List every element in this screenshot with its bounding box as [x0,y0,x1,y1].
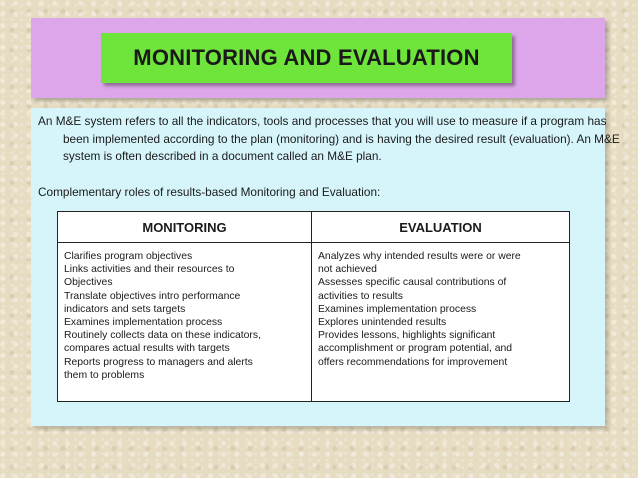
monitoring-line: Links activities and their resources to [64,264,235,276]
evaluation-line: offers recommendations for improvement [318,356,508,368]
header-evaluation: EVALUATION [312,212,570,243]
evaluation-line: Provides lessons, highlights significant [318,330,496,342]
evaluation-line: activities to results [318,290,403,302]
header-monitoring: MONITORING [58,212,312,243]
page-title: MONITORING AND EVALUATION [133,45,480,70]
monitoring-cell [58,243,312,402]
evaluation-line: not achieved [318,264,377,276]
monitoring-line: indicators and sets targets [64,303,186,315]
monitoring-line: Examines implementation process [64,317,223,329]
table-header-row [58,212,570,243]
table-row [58,243,570,402]
evaluation-line: Analyzes why intended results were or were [318,251,521,262]
roles-heading: Complementary roles of results-based Monitoring and Evaluation: [38,185,381,199]
monitoring-line: Routinely collects data on these indicators, [64,330,261,342]
monitoring-line: them to problems [64,369,145,381]
evaluation-cell [312,243,570,402]
evaluation-line: Assesses specific causal contributions of [318,277,507,289]
evaluation-line: Explores unintended results [318,317,447,329]
monitoring-line: compares actual results with targets [64,343,230,355]
intro-paragraph: An M&E system refers to all the indicators, tools and processes that you will use to measure if a program has been implemented according to the plan (monitoring) and is having the desired result (evaluation). An M&E system is often described in a document called an M&E plan. [38,114,620,163]
evaluation-line: accomplishment or program potential, and [318,343,513,355]
evaluation-line: Examines implementation process [318,303,477,315]
monitoring-line: Translate objectives intro performance [64,290,241,302]
roles-table [57,211,570,402]
monitoring-line: Objectives [64,277,113,289]
monitoring-line: Reports progress to managers and alerts [64,356,253,368]
title-box [101,33,512,83]
monitoring-line: Clarifies program objectives [64,251,193,262]
